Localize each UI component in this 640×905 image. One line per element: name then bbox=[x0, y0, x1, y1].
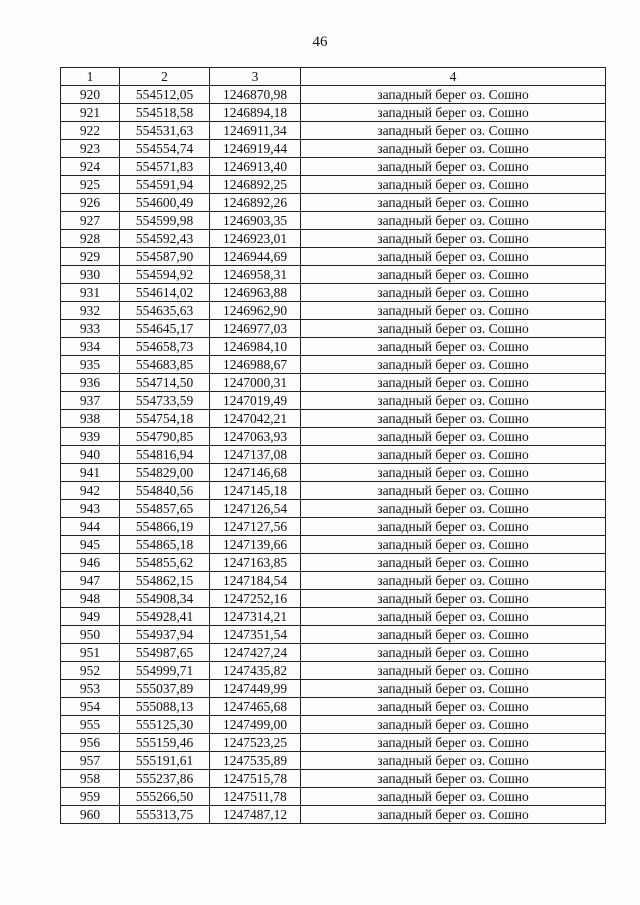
x-coordinate-cell: 554714,50 bbox=[120, 374, 210, 392]
table-row bbox=[61, 770, 606, 788]
table-row bbox=[61, 572, 606, 590]
x-coordinate-cell: 555125,30 bbox=[120, 716, 210, 734]
table-row bbox=[61, 806, 606, 824]
description-cell: западный берег оз. Сошно bbox=[301, 752, 606, 770]
description-cell: западный берег оз. Сошно bbox=[301, 320, 606, 338]
description-cell: западный берег оз. Сошно bbox=[301, 806, 606, 824]
table-row bbox=[61, 698, 606, 716]
y-coordinate-cell: 1246923,01 bbox=[210, 230, 301, 248]
x-coordinate-cell: 554645,17 bbox=[120, 320, 210, 338]
y-coordinate-cell: 1247515,78 bbox=[210, 770, 301, 788]
table-row bbox=[61, 410, 606, 428]
description-cell: западный берег оз. Сошно bbox=[301, 248, 606, 266]
y-coordinate-cell: 1247127,56 bbox=[210, 518, 301, 536]
table-row bbox=[61, 230, 606, 248]
x-coordinate-cell: 554600,49 bbox=[120, 194, 210, 212]
point-number-cell: 929 bbox=[61, 248, 120, 266]
point-number-cell: 936 bbox=[61, 374, 120, 392]
table-row bbox=[61, 788, 606, 806]
y-coordinate-cell: 1247449,99 bbox=[210, 680, 301, 698]
x-coordinate-cell: 554518,58 bbox=[120, 104, 210, 122]
x-coordinate-cell: 554790,85 bbox=[120, 428, 210, 446]
table-row bbox=[61, 212, 606, 230]
description-cell: западный берег оз. Сошно bbox=[301, 122, 606, 140]
point-number-cell: 947 bbox=[61, 572, 120, 590]
y-coordinate-cell: 1246903,35 bbox=[210, 212, 301, 230]
point-number-cell: 949 bbox=[61, 608, 120, 626]
y-coordinate-cell: 1246911,34 bbox=[210, 122, 301, 140]
y-coordinate-cell: 1247000,31 bbox=[210, 374, 301, 392]
point-number-cell: 955 bbox=[61, 716, 120, 734]
point-number-cell: 935 bbox=[61, 356, 120, 374]
table-row bbox=[61, 140, 606, 158]
x-coordinate-cell: 554855,62 bbox=[120, 554, 210, 572]
x-coordinate-cell: 554829,00 bbox=[120, 464, 210, 482]
y-coordinate-cell: 1247523,25 bbox=[210, 734, 301, 752]
x-coordinate-cell: 554594,92 bbox=[120, 266, 210, 284]
description-cell: западный берег оз. Сошно bbox=[301, 788, 606, 806]
y-coordinate-cell: 1247145,18 bbox=[210, 482, 301, 500]
point-number-cell: 951 bbox=[61, 644, 120, 662]
point-number-cell: 952 bbox=[61, 662, 120, 680]
description-cell: западный берег оз. Сошно bbox=[301, 644, 606, 662]
table-row bbox=[61, 158, 606, 176]
x-coordinate-cell: 554928,41 bbox=[120, 608, 210, 626]
x-coordinate-cell: 554908,34 bbox=[120, 590, 210, 608]
x-coordinate-cell: 554840,56 bbox=[120, 482, 210, 500]
description-cell: западный берег оз. Сошно bbox=[301, 158, 606, 176]
x-coordinate-cell: 555159,46 bbox=[120, 734, 210, 752]
point-number-cell: 922 bbox=[61, 122, 120, 140]
table-row bbox=[61, 662, 606, 680]
x-coordinate-cell: 555191,61 bbox=[120, 752, 210, 770]
x-coordinate-cell: 554862,15 bbox=[120, 572, 210, 590]
table-row bbox=[61, 626, 606, 644]
point-number-cell: 956 bbox=[61, 734, 120, 752]
point-number-cell: 943 bbox=[61, 500, 120, 518]
description-cell: западный берег оз. Сошно bbox=[301, 338, 606, 356]
description-cell: западный берег оз. Сошно bbox=[301, 608, 606, 626]
y-coordinate-cell: 1246919,44 bbox=[210, 140, 301, 158]
description-cell: западный берег оз. Сошно bbox=[301, 86, 606, 104]
x-coordinate-cell: 554512,05 bbox=[120, 86, 210, 104]
table-row bbox=[61, 446, 606, 464]
y-coordinate-cell: 1246913,40 bbox=[210, 158, 301, 176]
table-row bbox=[61, 752, 606, 770]
description-cell: западный берег оз. Сошно bbox=[301, 572, 606, 590]
table-row bbox=[61, 176, 606, 194]
description-cell: западный берег оз. Сошно bbox=[301, 698, 606, 716]
x-coordinate-cell: 554857,65 bbox=[120, 500, 210, 518]
description-cell: западный берег оз. Сошно bbox=[301, 230, 606, 248]
y-coordinate-cell: 1247184,54 bbox=[210, 572, 301, 590]
description-cell: западный берег оз. Сошно bbox=[301, 734, 606, 752]
point-number-cell: 921 bbox=[61, 104, 120, 122]
description-cell: западный берег оз. Сошно bbox=[301, 176, 606, 194]
table-row bbox=[61, 194, 606, 212]
x-coordinate-cell: 555237,86 bbox=[120, 770, 210, 788]
table-row bbox=[61, 554, 606, 572]
point-number-cell: 942 bbox=[61, 482, 120, 500]
description-cell: западный берег оз. Сошно bbox=[301, 590, 606, 608]
table-row bbox=[61, 500, 606, 518]
y-coordinate-cell: 1246870,98 bbox=[210, 86, 301, 104]
y-coordinate-cell: 1247535,89 bbox=[210, 752, 301, 770]
y-coordinate-cell: 1246944,69 bbox=[210, 248, 301, 266]
point-number-cell: 928 bbox=[61, 230, 120, 248]
description-cell: западный берег оз. Сошно bbox=[301, 356, 606, 374]
x-coordinate-cell: 555037,89 bbox=[120, 680, 210, 698]
description-cell: западный берег оз. Сошно bbox=[301, 104, 606, 122]
point-number-cell: 926 bbox=[61, 194, 120, 212]
column-header-2: 2 bbox=[120, 68, 210, 86]
coordinates-table bbox=[60, 67, 606, 824]
point-number-cell: 920 bbox=[61, 86, 120, 104]
table-row bbox=[61, 734, 606, 752]
table-row bbox=[61, 680, 606, 698]
y-coordinate-cell: 1247146,68 bbox=[210, 464, 301, 482]
description-cell: западный берег оз. Сошно bbox=[301, 626, 606, 644]
y-coordinate-cell: 1247465,68 bbox=[210, 698, 301, 716]
x-coordinate-cell: 554554,74 bbox=[120, 140, 210, 158]
y-coordinate-cell: 1246892,26 bbox=[210, 194, 301, 212]
y-coordinate-cell: 1246988,67 bbox=[210, 356, 301, 374]
table-row bbox=[61, 392, 606, 410]
description-cell: западный берег оз. Сошно bbox=[301, 428, 606, 446]
description-cell: западный берег оз. Сошно bbox=[301, 518, 606, 536]
table-row bbox=[61, 428, 606, 446]
y-coordinate-cell: 1247487,12 bbox=[210, 806, 301, 824]
y-coordinate-cell: 1246962,90 bbox=[210, 302, 301, 320]
table-row bbox=[61, 608, 606, 626]
point-number-cell: 945 bbox=[61, 536, 120, 554]
description-cell: западный берег оз. Сошно bbox=[301, 284, 606, 302]
description-cell: западный берег оз. Сошно bbox=[301, 266, 606, 284]
description-cell: западный берег оз. Сошно bbox=[301, 302, 606, 320]
description-cell: западный берег оз. Сошно bbox=[301, 536, 606, 554]
y-coordinate-cell: 1247499,00 bbox=[210, 716, 301, 734]
point-number-cell: 946 bbox=[61, 554, 120, 572]
point-number-cell: 923 bbox=[61, 140, 120, 158]
x-coordinate-cell: 554733,59 bbox=[120, 392, 210, 410]
x-coordinate-cell: 555088,13 bbox=[120, 698, 210, 716]
x-coordinate-cell: 555313,75 bbox=[120, 806, 210, 824]
table-row bbox=[61, 320, 606, 338]
description-cell: западный берег оз. Сошно bbox=[301, 482, 606, 500]
table-row bbox=[61, 716, 606, 734]
description-cell: западный берег оз. Сошно bbox=[301, 374, 606, 392]
table-row bbox=[61, 464, 606, 482]
table-row bbox=[61, 536, 606, 554]
description-cell: западный берег оз. Сошно bbox=[301, 410, 606, 428]
point-number-cell: 939 bbox=[61, 428, 120, 446]
point-number-cell: 932 bbox=[61, 302, 120, 320]
description-cell: западный берег оз. Сошно bbox=[301, 212, 606, 230]
x-coordinate-cell: 554937,94 bbox=[120, 626, 210, 644]
point-number-cell: 953 bbox=[61, 680, 120, 698]
x-coordinate-cell: 554866,19 bbox=[120, 518, 210, 536]
table-header-row bbox=[61, 68, 606, 86]
x-coordinate-cell: 554587,90 bbox=[120, 248, 210, 266]
x-coordinate-cell: 555266,50 bbox=[120, 788, 210, 806]
x-coordinate-cell: 554865,18 bbox=[120, 536, 210, 554]
y-coordinate-cell: 1247063,93 bbox=[210, 428, 301, 446]
table-row bbox=[61, 338, 606, 356]
x-coordinate-cell: 554658,73 bbox=[120, 338, 210, 356]
x-coordinate-cell: 554592,43 bbox=[120, 230, 210, 248]
column-header-4: 4 bbox=[301, 68, 606, 86]
point-number-cell: 937 bbox=[61, 392, 120, 410]
point-number-cell: 940 bbox=[61, 446, 120, 464]
y-coordinate-cell: 1247126,54 bbox=[210, 500, 301, 518]
y-coordinate-cell: 1247019,49 bbox=[210, 392, 301, 410]
x-coordinate-cell: 554635,63 bbox=[120, 302, 210, 320]
y-coordinate-cell: 1247139,66 bbox=[210, 536, 301, 554]
y-coordinate-cell: 1247252,16 bbox=[210, 590, 301, 608]
description-cell: западный берег оз. Сошно bbox=[301, 554, 606, 572]
point-number-cell: 934 bbox=[61, 338, 120, 356]
point-number-cell: 931 bbox=[61, 284, 120, 302]
page-number: 46 bbox=[312, 34, 328, 50]
y-coordinate-cell: 1247427,24 bbox=[210, 644, 301, 662]
x-coordinate-cell: 554987,65 bbox=[120, 644, 210, 662]
description-cell: западный берег оз. Сошно bbox=[301, 716, 606, 734]
y-coordinate-cell: 1247163,85 bbox=[210, 554, 301, 572]
y-coordinate-cell: 1247435,82 bbox=[210, 662, 301, 680]
point-number-cell: 948 bbox=[61, 590, 120, 608]
x-coordinate-cell: 554683,85 bbox=[120, 356, 210, 374]
table-row bbox=[61, 482, 606, 500]
table-row bbox=[61, 284, 606, 302]
table-row bbox=[61, 518, 606, 536]
point-number-cell: 959 bbox=[61, 788, 120, 806]
x-coordinate-cell: 554614,02 bbox=[120, 284, 210, 302]
point-number-cell: 933 bbox=[61, 320, 120, 338]
point-number-cell: 927 bbox=[61, 212, 120, 230]
point-number-cell: 925 bbox=[61, 176, 120, 194]
table-row bbox=[61, 86, 606, 104]
point-number-cell: 958 bbox=[61, 770, 120, 788]
y-coordinate-cell: 1246963,88 bbox=[210, 284, 301, 302]
description-cell: западный берег оз. Сошно bbox=[301, 662, 606, 680]
point-number-cell: 941 bbox=[61, 464, 120, 482]
table-row bbox=[61, 374, 606, 392]
description-cell: западный берег оз. Сошно bbox=[301, 194, 606, 212]
x-coordinate-cell: 554816,94 bbox=[120, 446, 210, 464]
table-row bbox=[61, 104, 606, 122]
y-coordinate-cell: 1246892,25 bbox=[210, 176, 301, 194]
description-cell: западный берег оз. Сошно bbox=[301, 500, 606, 518]
point-number-cell: 938 bbox=[61, 410, 120, 428]
table-row bbox=[61, 302, 606, 320]
x-coordinate-cell: 554591,94 bbox=[120, 176, 210, 194]
description-cell: западный берег оз. Сошно bbox=[301, 446, 606, 464]
description-cell: западный берег оз. Сошно bbox=[301, 770, 606, 788]
table-row bbox=[61, 248, 606, 266]
y-coordinate-cell: 1246977,03 bbox=[210, 320, 301, 338]
x-coordinate-cell: 554571,83 bbox=[120, 158, 210, 176]
point-number-cell: 954 bbox=[61, 698, 120, 716]
x-coordinate-cell: 554754,18 bbox=[120, 410, 210, 428]
description-cell: западный берег оз. Сошно bbox=[301, 392, 606, 410]
table-row bbox=[61, 356, 606, 374]
table-row bbox=[61, 266, 606, 284]
description-cell: западный берег оз. Сошно bbox=[301, 464, 606, 482]
point-number-cell: 960 bbox=[61, 806, 120, 824]
point-number-cell: 957 bbox=[61, 752, 120, 770]
y-coordinate-cell: 1246958,31 bbox=[210, 266, 301, 284]
y-coordinate-cell: 1246894,18 bbox=[210, 104, 301, 122]
point-number-cell: 930 bbox=[61, 266, 120, 284]
y-coordinate-cell: 1247314,21 bbox=[210, 608, 301, 626]
y-coordinate-cell: 1247042,21 bbox=[210, 410, 301, 428]
y-coordinate-cell: 1247137,08 bbox=[210, 446, 301, 464]
x-coordinate-cell: 554531,63 bbox=[120, 122, 210, 140]
table-row bbox=[61, 590, 606, 608]
description-cell: западный берег оз. Сошно bbox=[301, 680, 606, 698]
point-number-cell: 924 bbox=[61, 158, 120, 176]
x-coordinate-cell: 554999,71 bbox=[120, 662, 210, 680]
x-coordinate-cell: 554599,98 bbox=[120, 212, 210, 230]
point-number-cell: 944 bbox=[61, 518, 120, 536]
description-cell: западный берег оз. Сошно bbox=[301, 140, 606, 158]
column-header-1: 1 bbox=[61, 68, 120, 86]
table-row bbox=[61, 644, 606, 662]
y-coordinate-cell: 1247511,78 bbox=[210, 788, 301, 806]
y-coordinate-cell: 1246984,10 bbox=[210, 338, 301, 356]
column-header-3: 3 bbox=[210, 68, 301, 86]
table-row bbox=[61, 122, 606, 140]
y-coordinate-cell: 1247351,54 bbox=[210, 626, 301, 644]
point-number-cell: 950 bbox=[61, 626, 120, 644]
